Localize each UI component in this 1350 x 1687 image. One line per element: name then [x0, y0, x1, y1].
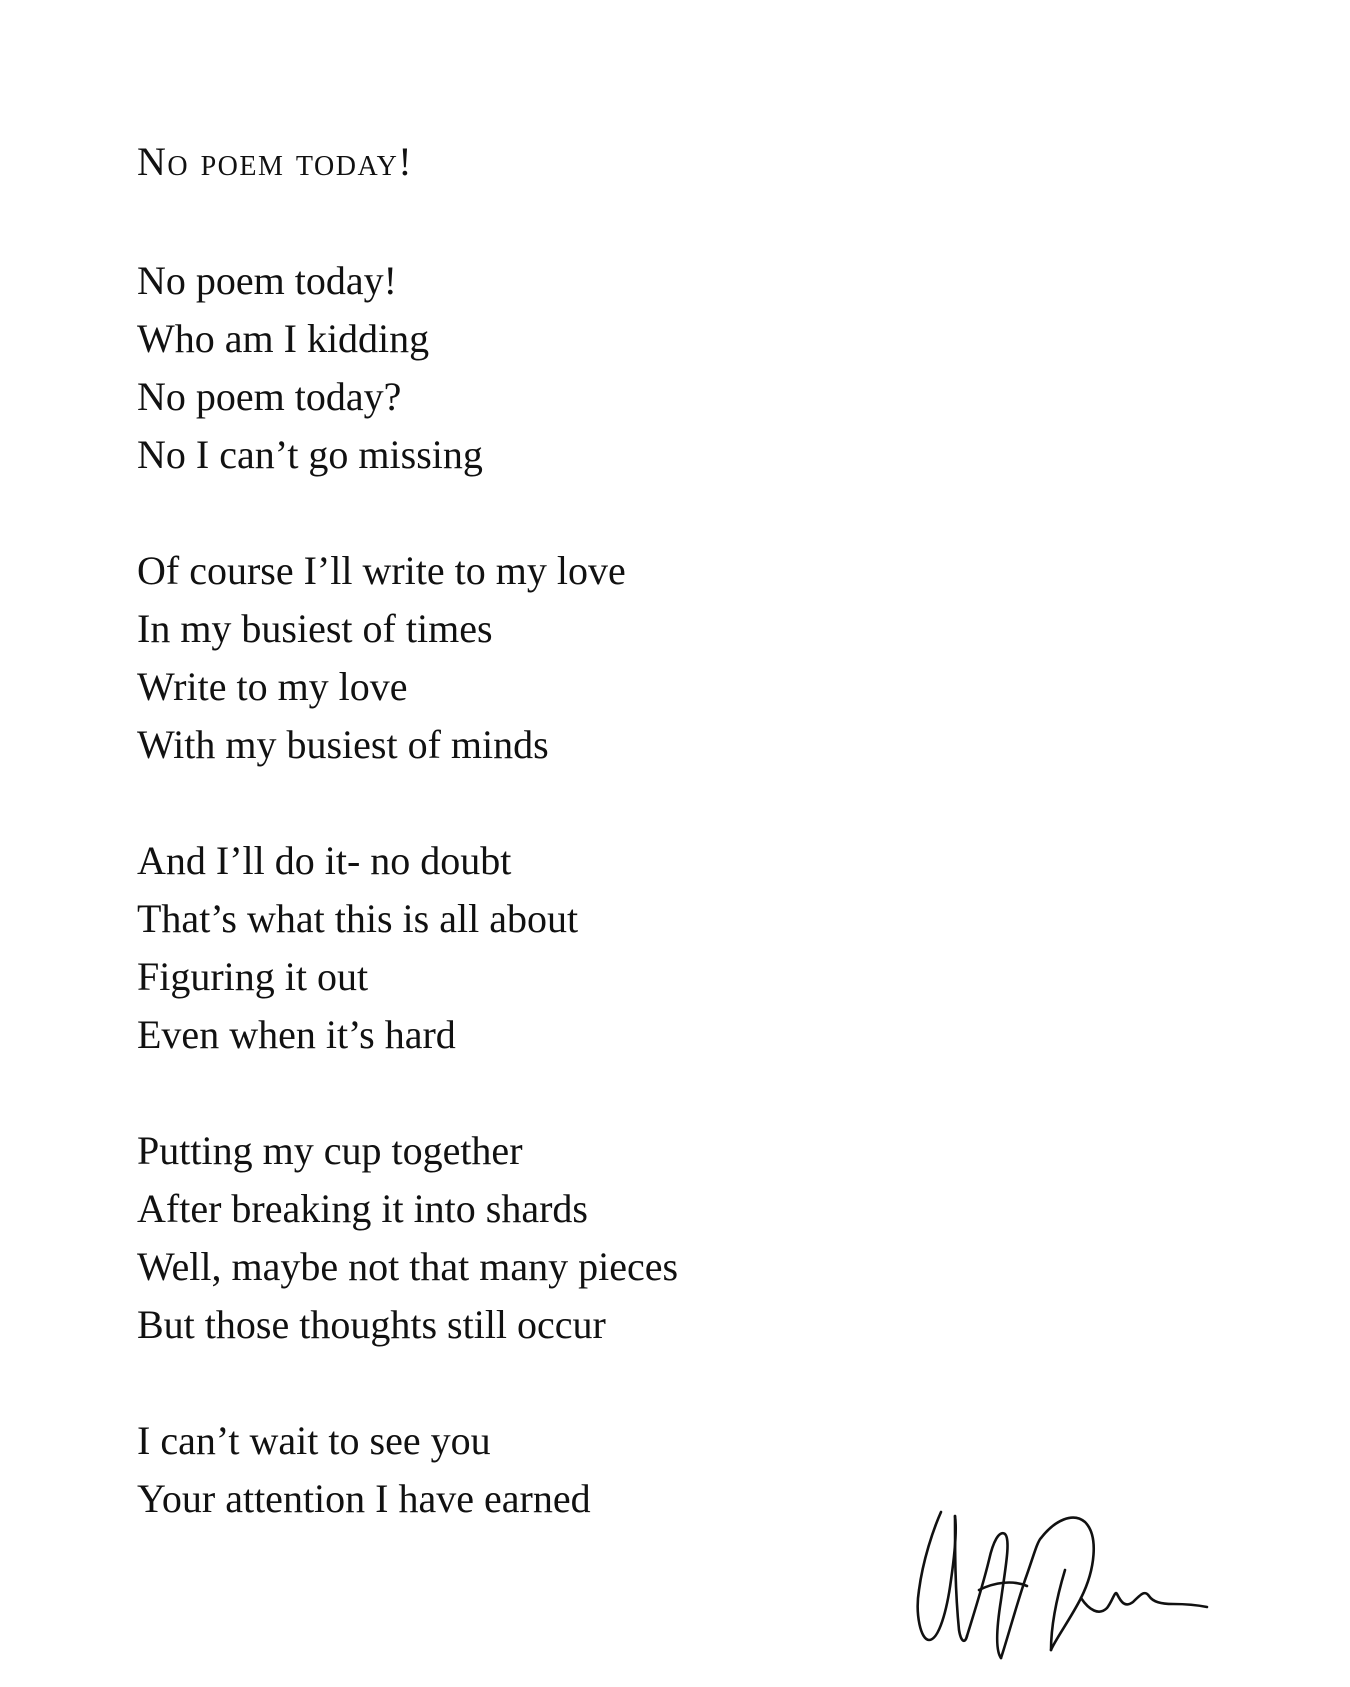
- poem-line: Well, maybe not that many pieces: [137, 1244, 679, 1289]
- stanza-2: [137, 542, 678, 774]
- stanza-1: [137, 252, 678, 484]
- stanza-4: [137, 1122, 678, 1354]
- poem-line: I can’t wait to see you: [137, 1418, 491, 1463]
- poem-line: With my busiest of minds: [137, 722, 549, 767]
- poem-line: That’s what this is all about: [137, 896, 579, 941]
- poem-line: But those thoughts still occur: [137, 1302, 606, 1347]
- poem-title: No poem today!: [137, 139, 414, 184]
- poem-line: No poem today?: [137, 374, 402, 419]
- poem-line: Putting my cup together: [137, 1128, 523, 1173]
- poem-line: Your attention I have earned: [137, 1476, 591, 1521]
- poem-body: [137, 252, 678, 1586]
- poem-line: After breaking it into shards: [137, 1186, 588, 1231]
- poem-line: Of course I’ll write to my love: [137, 548, 626, 593]
- poem-line: In my busiest of times: [137, 606, 493, 651]
- poem-line: No poem today!: [137, 258, 397, 303]
- poem-line: No I can’t go missing: [137, 432, 483, 477]
- stanza-5: [137, 1412, 678, 1528]
- handwritten-signature-icon: [905, 1490, 1215, 1665]
- poem-line: Even when it’s hard: [137, 1012, 456, 1057]
- poem-line: Who am I kidding: [137, 316, 430, 361]
- poem-line: And I’ll do it- no doubt: [137, 838, 512, 883]
- stanza-3: [137, 832, 678, 1064]
- poem-line: Figuring it out: [137, 954, 369, 999]
- poem-line: Write to my love: [137, 664, 408, 709]
